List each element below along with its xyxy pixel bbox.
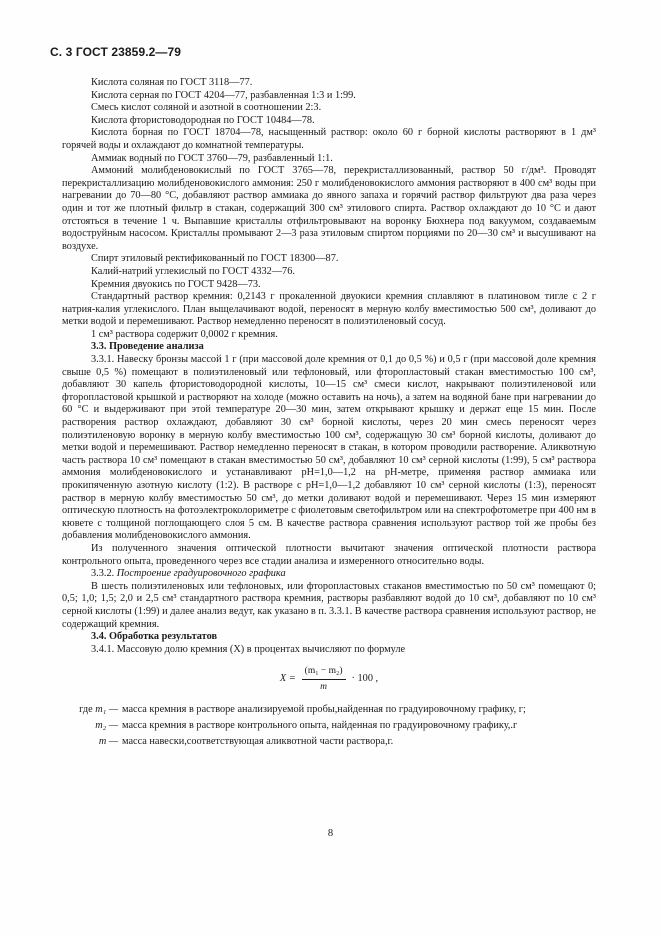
legend-text: масса навески,соответствующая аликвотной части раствора,г. — [122, 735, 394, 747]
formula — [62, 665, 596, 693]
paragraph-3-3-1-continued: Из полученного значения оптической плотности вычитают значения оптической плотности раствора контрольного опыта, проведенного через все стадии анализа и измеренного относительно воды. — [62, 542, 596, 567]
paragraph: Кислота серная по ГОСТ 4204—77, разбавленная 1:3 и 1:99. — [91, 89, 356, 101]
legend-row — [62, 734, 596, 750]
legend-text: масса кремния в растворе анализируемой пробы,найденная по градуировочному графику, г; — [122, 703, 526, 715]
formula-lhs: X = — [279, 673, 296, 685]
paragraph-3-3-2: В шесть полиэтиленовых или тефлоновых, или фторопластовых стаканов вместимостью по 50 см³ помещают 0; 0,5; 1,0; 1,5; 2,0 и 2,5 см³ стандартного раствора кремния, растворы разбавляют водой до 10 см³, добавляют по 10 см³ серной кислоты (1:99) и далее анализ ведут, как указано в п. 3.3.1. В качестве раствора сравнения используют раствор, не содержащий кремния. — [62, 580, 596, 630]
subsection-number: 3.3.2. — [91, 568, 115, 580]
legend-symbol: m₂ — — [95, 719, 118, 731]
formula-rhs: · 100 , — [351, 673, 379, 685]
paragraph: Аммоний молибденовокислый по ГОСТ 3765—78, перекристаллизованный, раствор 50 г/дм³. Проводят перекристаллизацию молибденовокислого аммония: 250 г молибденовокислого аммония растворяют в 400 см³ воды при нагревании до 70—80 °С, добавляют раствор аммиака до явного запаха и горячий раствор фильтруют два раза через один и тот же плотный фильтр в стакан, содержащий 300 см³ этилового спирта. Раствор охлаждают до 10 °С и дают отстояться в течение 1 ч. Выпавшие кристаллы отфильтровывают на воронку Бюхнера под вакуумом, создаваемым водоструйным насосом. Кристаллы промывают 2—3 раза этиловым спиртом порциями по 20—30 см³ и высушивают на воздухе. — [62, 165, 596, 252]
paragraph: 1 см³ раствора содержит 0,0002 г кремния. — [91, 328, 278, 340]
legend-row — [62, 718, 596, 734]
page-header: С. 3 ГОСТ 23859.2—79 — [50, 45, 182, 59]
section-heading-3-4: 3.4. Обработка результатов — [91, 631, 218, 643]
formula-legend — [62, 702, 596, 750]
paragraph: Кремния двуокись по ГОСТ 9428—73. — [91, 278, 261, 290]
paragraph: Спирт этиловый ректификованный по ГОСТ 18300—87. — [91, 253, 339, 265]
formula-denominator: m — [320, 681, 328, 692]
document-body — [62, 77, 596, 750]
paragraph: Кислота фтористоводородная по ГОСТ 10484—78. — [91, 114, 315, 126]
paragraph: Кислота соляная по ГОСТ 3118—77. — [91, 77, 253, 88]
formula-numerator: (m₁ − m₂) — [302, 665, 346, 680]
legend-row — [62, 702, 596, 718]
legend-symbol: m — — [98, 735, 118, 747]
paragraph-3-4-1: 3.4.1. Массовую долю кремния (X) в процентах вычисляют по формуле — [91, 643, 406, 655]
paragraph-3-3-1: 3.3.1. Навеску бронзы массой 1 г (при массовой доле кремния от 0,1 до 0,5 %) и 0,5 г (при массовой доле кремния свыше 0,5 %) помещают в полиэтиленовый или тефлоновый, или фторопластовый стакан вместимостью 100 см³, добавляют 30 капель фтористоводородной кислоты, 10—15 см³ смеси кислот, накрывают полиэтиленовой или фторопластовой крышкой и растворяют на холоде (можно оставить на ночь), а затем на водяной бане при нагревании до 60 °С и выдерживают при этой температуре 20—30 мин, затем открывают крышку и держат еще 15 мин. После растворения раствор охлаждают, добавляют 30 см³ борной кислоты, через 20 мин смесь переносят через полиэтиленовую воронку в мерную колбу вместимостью 100 см³, содержащую 30 см³ борной кислоты, доливают до метки водой и перемешивают. Раствор немедленно переносят в стакан, в котором проводили растворение. Аликвотную часть раствора 10 см³ помещают в стакан вместимостью 50 см³, добавляют 10 см³ серной кислоты (1:99), 5 см³ раствора аммония молибденовокислого и устанавливают pH=1,0—1,2 на pH-метре, применяя раствор аммиака или прокипяченную азотную кислоту (1:2). В растворе с pH=1,0—1,2 добавляют 10 см³ серной кислоты (1:3), переносят раствор в мерную колбу вместимостью 50 см³, до метки доливают водой и перемешивают. Через 15 мин измеряют оптическую плотность на фотоэлектроколориметре с фиолетовым светофильтром или на спектрофотометре при 400 нм в кювете с толщиной поглощающего слоя 5 см. В качестве раствора сравнения используют раствор той же пробы без добавления молибденовокислого аммония. — [62, 354, 596, 542]
legend-text: масса кремния в растворе контрольного опыта, найденная по градуировочному графику,.г — [122, 719, 518, 731]
subsection-title: Построение градуировочного графика — [116, 568, 286, 580]
legend-symbol: где m₁ — — [79, 703, 118, 715]
subsection-heading-3-3-2 — [62, 568, 596, 581]
paragraph: Калий-натрий углекислый по ГОСТ 4332—76. — [91, 265, 295, 277]
paragraph: Стандартный раствор кремния: 0,2143 г прокаленной двуокиси кремния сплавляют в платиновом тигле с 2 г натрия-калия углекислого. План выщелачивают водой, переносят в мерную колбу вместимостью 500 см³, доливают до метки водой и перемешивают. Раствор немедленно переносят в полиэтиленовый сосуд. — [62, 291, 596, 328]
formula-fraction — [302, 665, 346, 693]
paragraph: Аммиак водный по ГОСТ 3760—79, разбавленный 1:1. — [91, 152, 333, 164]
section-heading-3-3: 3.3. Проведение анализа — [91, 341, 204, 353]
page-number: 8 — [327, 828, 334, 839]
paragraph: Кислота борная по ГОСТ 18704—78, насыщенный раствор: около 60 г борной кислоты растворяют в 1 дм³ горячей воды и охлаждают до комнатной температуры. — [62, 127, 596, 151]
paragraph: Смесь кислот соляной и азотной в соотношении 2:3. — [91, 102, 322, 114]
